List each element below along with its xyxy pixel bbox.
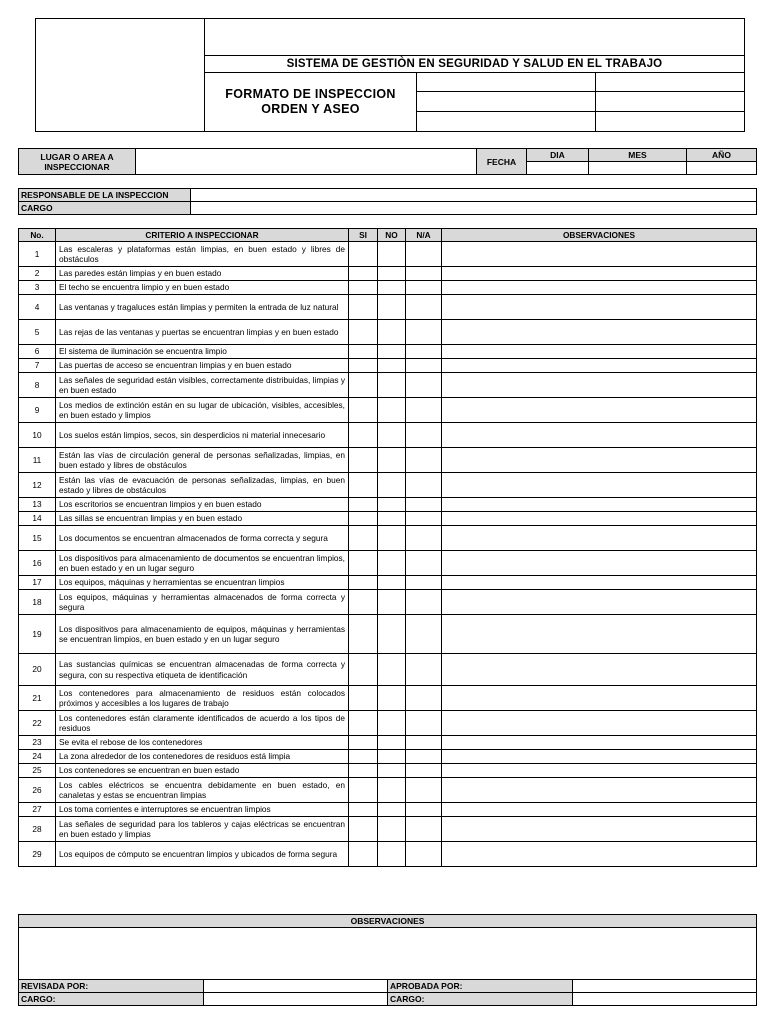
na-checkbox-cell[interactable] xyxy=(406,686,442,711)
row-criterion: Los dispositivos para almacenamiento de equipos, máquinas y herramientas se encuentran limpios, en buen estado y en un lugar seguro xyxy=(56,615,349,654)
row-observation-field[interactable] xyxy=(442,842,757,867)
table-row xyxy=(19,267,757,281)
yes-checkbox-cell[interactable] xyxy=(349,473,378,498)
table-row xyxy=(19,398,757,423)
table-row xyxy=(19,817,757,842)
row-number: 17 xyxy=(19,576,56,590)
yes-checkbox-cell[interactable] xyxy=(349,803,378,817)
row-criterion: Se evita el rebose de los contenedores xyxy=(56,736,349,750)
header-field-3a[interactable] xyxy=(417,112,596,132)
no-checkbox-cell[interactable] xyxy=(378,842,406,867)
yes-checkbox-cell[interactable] xyxy=(349,512,378,526)
row-number: 13 xyxy=(19,498,56,512)
row-number: 11 xyxy=(19,448,56,473)
row-number: 3 xyxy=(19,281,56,295)
year-field[interactable] xyxy=(687,162,757,175)
yes-checkbox-cell[interactable] xyxy=(349,320,378,345)
yes-checkbox-cell[interactable] xyxy=(349,398,378,423)
row-criterion: El techo se encuentra limpio y en buen estado xyxy=(56,281,349,295)
na-checkbox-cell[interactable] xyxy=(406,345,442,359)
no-checkbox-cell[interactable] xyxy=(378,526,406,551)
yes-checkbox-cell[interactable] xyxy=(349,654,378,686)
na-checkbox-cell[interactable] xyxy=(406,526,442,551)
row-criterion: La zona alrededor de los contenedores de residuos está limpia xyxy=(56,750,349,764)
header-field-2b[interactable] xyxy=(596,92,746,112)
row-observation-field[interactable] xyxy=(442,654,757,686)
row-criterion: Las sustancias químicas se encuentran almacenadas de forma correcta y segura, con su respectiva etiqueta de identificación xyxy=(56,654,349,686)
row-observation-field[interactable] xyxy=(442,778,757,803)
logo-placeholder xyxy=(36,19,205,131)
no-checkbox-cell[interactable] xyxy=(378,686,406,711)
column-header-yes: SI xyxy=(349,229,378,242)
row-observation-field[interactable] xyxy=(442,498,757,512)
no-checkbox-cell[interactable] xyxy=(378,498,406,512)
row-criterion: Los toma corrientes e interruptores se encuentran limpios xyxy=(56,803,349,817)
column-header-na: N/A xyxy=(406,229,442,242)
no-checkbox-cell[interactable] xyxy=(378,473,406,498)
row-criterion: Los medios de extinción están en su lugar de ubicación, visibles, accesibles, en buen estado y limpios xyxy=(56,398,349,423)
table-row xyxy=(19,590,757,615)
row-criterion: Los contenedores están claramente identificados de acuerdo a los tipos de residuos xyxy=(56,711,349,736)
place-label-line-2: INSPECCIONAR xyxy=(44,161,110,172)
row-criterion: Los equipos, máquinas y herramientas almacenados de forma correcta y segura xyxy=(56,590,349,615)
table-row xyxy=(19,473,757,498)
row-observation-field[interactable] xyxy=(442,359,757,373)
reviewed-position-field[interactable] xyxy=(203,993,388,1006)
yes-checkbox-cell[interactable] xyxy=(349,551,378,576)
na-checkbox-cell[interactable] xyxy=(406,242,442,267)
row-observation-field[interactable] xyxy=(442,764,757,778)
yes-checkbox-cell[interactable] xyxy=(349,778,378,803)
row-criterion: Los contenedores para almacenamiento de residuos están colocados próximos y accesibles a los lugares de trabajo xyxy=(56,686,349,711)
row-criterion: Las rejas de las ventanas y puertas se encuentran limpias y en buen estado xyxy=(56,320,349,345)
responsible-field[interactable] xyxy=(191,189,757,202)
no-checkbox-cell[interactable] xyxy=(378,320,406,345)
row-observation-field[interactable] xyxy=(442,242,757,267)
row-number: 21 xyxy=(19,686,56,711)
row-criterion: Las escaleras y plataformas están limpias, en buen estado y libres de obstáculos xyxy=(56,242,349,267)
row-number: 10 xyxy=(19,423,56,448)
table-row xyxy=(19,373,757,398)
row-number: 24 xyxy=(19,750,56,764)
na-checkbox-cell[interactable] xyxy=(406,398,442,423)
no-checkbox-cell[interactable] xyxy=(378,398,406,423)
na-checkbox-cell[interactable] xyxy=(406,817,442,842)
yes-checkbox-cell[interactable] xyxy=(349,242,378,267)
yes-checkbox-cell[interactable] xyxy=(349,267,378,281)
table-row xyxy=(19,359,757,373)
reviewed-by-field[interactable] xyxy=(203,980,388,993)
column-header-observations: OBSERVACIONES xyxy=(442,229,757,242)
na-checkbox-cell[interactable] xyxy=(406,803,442,817)
na-checkbox-cell[interactable] xyxy=(406,576,442,590)
place-date-table xyxy=(18,148,757,175)
yes-checkbox-cell[interactable] xyxy=(349,817,378,842)
place-label-cell xyxy=(19,149,136,175)
row-criterion: Las sillas se encuentran limpias y en buen estado xyxy=(56,512,349,526)
row-number: 23 xyxy=(19,736,56,750)
table-row xyxy=(19,498,757,512)
row-observation-field[interactable] xyxy=(442,526,757,551)
header-field-2a[interactable] xyxy=(417,92,596,112)
no-checkbox-cell[interactable] xyxy=(378,764,406,778)
table-row xyxy=(19,615,757,654)
table-row xyxy=(19,551,757,576)
table-row xyxy=(19,654,757,686)
na-checkbox-cell[interactable] xyxy=(406,267,442,281)
no-checkbox-cell[interactable] xyxy=(378,359,406,373)
na-checkbox-cell[interactable] xyxy=(406,551,442,576)
na-checkbox-cell[interactable] xyxy=(406,448,442,473)
approved-by-label: APROBADA POR: xyxy=(388,980,573,993)
yes-checkbox-cell[interactable] xyxy=(349,736,378,750)
table-row xyxy=(19,242,757,267)
row-number: 7 xyxy=(19,359,56,373)
row-number: 14 xyxy=(19,512,56,526)
na-checkbox-cell[interactable] xyxy=(406,764,442,778)
row-observation-field[interactable] xyxy=(442,512,757,526)
system-title: SISTEMA DE GESTIÒN EN SEGURIDAD Y SALUD EN EL TRABAJO xyxy=(286,58,663,70)
header-field-3b[interactable] xyxy=(596,112,746,132)
row-criterion: Los equipos, máquinas y herramientas se encuentran limpios xyxy=(56,576,349,590)
place-label-line-1: LUGAR O AREA A xyxy=(40,151,114,162)
observations-field[interactable] xyxy=(19,928,757,980)
form-title-cell xyxy=(205,73,417,132)
observations-title: OBSERVACIONES xyxy=(19,915,757,928)
yes-checkbox-cell[interactable] xyxy=(349,359,378,373)
yes-checkbox-cell[interactable] xyxy=(349,842,378,867)
table-row xyxy=(19,686,757,711)
row-criterion: Están las vías de evacuación de personas señalizadas, limpias, en buen estado y libres de obstáculos xyxy=(56,473,349,498)
row-observation-field[interactable] xyxy=(442,750,757,764)
row-criterion: Las puertas de acceso se encuentran limpias y en buen estado xyxy=(56,359,349,373)
row-criterion: Los cables eléctricos se encuentra debidamente en buen estado, en canaletas y estas se encuentran limpias xyxy=(56,778,349,803)
row-criterion: Están las vías de circulación general de personas señalizadas, limpias, en buen estado y libres de obstáculos xyxy=(56,448,349,473)
no-checkbox-cell[interactable] xyxy=(378,817,406,842)
month-field[interactable] xyxy=(589,162,687,175)
no-checkbox-cell[interactable] xyxy=(378,590,406,615)
yes-checkbox-cell[interactable] xyxy=(349,526,378,551)
yes-checkbox-cell[interactable] xyxy=(349,295,378,320)
row-number: 26 xyxy=(19,778,56,803)
na-checkbox-cell[interactable] xyxy=(406,736,442,750)
place-field[interactable] xyxy=(136,149,477,175)
position-label: CARGO xyxy=(19,202,191,215)
na-checkbox-cell[interactable] xyxy=(406,590,442,615)
row-criterion: Los contenedores se encuentran en buen estado xyxy=(56,764,349,778)
no-checkbox-cell[interactable] xyxy=(378,736,406,750)
approved-position-field[interactable] xyxy=(572,993,757,1006)
no-checkbox-cell[interactable] xyxy=(378,576,406,590)
no-checkbox-cell[interactable] xyxy=(378,448,406,473)
no-checkbox-cell[interactable] xyxy=(378,711,406,736)
na-checkbox-cell[interactable] xyxy=(406,281,442,295)
row-observation-field[interactable] xyxy=(442,615,757,654)
column-header-number: No. xyxy=(19,229,56,242)
row-criterion: Los dispositivos para almacenamiento de documentos se encuentran limpios, en buen estado y en un lugar seguro xyxy=(56,551,349,576)
na-checkbox-cell[interactable] xyxy=(406,359,442,373)
row-observation-field[interactable] xyxy=(442,281,757,295)
table-row xyxy=(19,736,757,750)
row-number: 29 xyxy=(19,842,56,867)
table-row xyxy=(19,764,757,778)
row-number: 4 xyxy=(19,295,56,320)
row-observation-field[interactable] xyxy=(442,373,757,398)
column-header-criterion: CRITERIO A INSPECCIONAR xyxy=(56,229,349,242)
row-observation-field[interactable] xyxy=(442,345,757,359)
row-observation-field[interactable] xyxy=(442,423,757,448)
reviewed-by-label: REVISADA POR: xyxy=(19,980,204,993)
document-header xyxy=(35,18,745,132)
yes-checkbox-cell[interactable] xyxy=(349,590,378,615)
no-checkbox-cell[interactable] xyxy=(378,267,406,281)
no-checkbox-cell[interactable] xyxy=(378,551,406,576)
table-row xyxy=(19,295,757,320)
no-checkbox-cell[interactable] xyxy=(378,803,406,817)
na-checkbox-cell[interactable] xyxy=(406,711,442,736)
na-checkbox-cell[interactable] xyxy=(406,778,442,803)
yes-checkbox-cell[interactable] xyxy=(349,686,378,711)
table-row xyxy=(19,448,757,473)
no-checkbox-cell[interactable] xyxy=(378,423,406,448)
row-number: 12 xyxy=(19,473,56,498)
row-number: 25 xyxy=(19,764,56,778)
row-observation-field[interactable] xyxy=(442,686,757,711)
yes-checkbox-cell[interactable] xyxy=(349,448,378,473)
date-label: FECHA xyxy=(477,149,527,175)
row-observation-field[interactable] xyxy=(442,576,757,590)
no-checkbox-cell[interactable] xyxy=(378,512,406,526)
header-field-1a[interactable] xyxy=(417,73,596,92)
row-number: 1 xyxy=(19,242,56,267)
table-row xyxy=(19,281,757,295)
row-observation-field[interactable] xyxy=(442,551,757,576)
na-checkbox-cell[interactable] xyxy=(406,320,442,345)
row-observation-field[interactable] xyxy=(442,817,757,842)
yes-checkbox-cell[interactable] xyxy=(349,576,378,590)
row-observation-field[interactable] xyxy=(442,803,757,817)
no-checkbox-cell[interactable] xyxy=(378,778,406,803)
na-checkbox-cell[interactable] xyxy=(406,615,442,654)
row-observation-field[interactable] xyxy=(442,267,757,281)
na-checkbox-cell[interactable] xyxy=(406,373,442,398)
table-row xyxy=(19,320,757,345)
na-checkbox-cell[interactable] xyxy=(406,750,442,764)
row-observation-field[interactable] xyxy=(442,711,757,736)
column-header-no: NO xyxy=(378,229,406,242)
yes-checkbox-cell[interactable] xyxy=(349,615,378,654)
table-row xyxy=(19,842,757,867)
yes-checkbox-cell[interactable] xyxy=(349,373,378,398)
yes-checkbox-cell[interactable] xyxy=(349,750,378,764)
no-checkbox-cell[interactable] xyxy=(378,345,406,359)
table-row xyxy=(19,576,757,590)
na-checkbox-cell[interactable] xyxy=(406,473,442,498)
month-label: MES xyxy=(589,149,687,162)
no-checkbox-cell[interactable] xyxy=(378,654,406,686)
observations-table xyxy=(18,914,757,1006)
table-row xyxy=(19,526,757,551)
na-checkbox-cell[interactable] xyxy=(406,512,442,526)
yes-checkbox-cell[interactable] xyxy=(349,711,378,736)
row-number: 15 xyxy=(19,526,56,551)
row-number: 16 xyxy=(19,551,56,576)
row-criterion: Los documentos se encuentran almacenados de forma correcta y segura xyxy=(56,526,349,551)
responsible-table xyxy=(18,188,757,215)
row-observation-field[interactable] xyxy=(442,295,757,320)
na-checkbox-cell[interactable] xyxy=(406,295,442,320)
inspection-checklist xyxy=(18,228,757,867)
table-row xyxy=(19,423,757,448)
table-row xyxy=(19,750,757,764)
na-checkbox-cell[interactable] xyxy=(406,423,442,448)
form-title-line-1: FORMATO DE INSPECCION xyxy=(225,87,396,102)
yes-checkbox-cell[interactable] xyxy=(349,281,378,295)
row-number: 28 xyxy=(19,817,56,842)
row-observation-field[interactable] xyxy=(442,448,757,473)
position-field[interactable] xyxy=(191,202,757,215)
row-number: 5 xyxy=(19,320,56,345)
yes-checkbox-cell[interactable] xyxy=(349,345,378,359)
yes-checkbox-cell[interactable] xyxy=(349,423,378,448)
year-label: AÑO xyxy=(687,149,757,162)
table-row xyxy=(19,778,757,803)
row-number: 9 xyxy=(19,398,56,423)
row-observation-field[interactable] xyxy=(442,320,757,345)
table-row xyxy=(19,711,757,736)
row-number: 27 xyxy=(19,803,56,817)
row-criterion: Los suelos están limpios, secos, sin desperdicios ni material innecesario xyxy=(56,423,349,448)
row-criterion: Las señales de seguridad están visibles, correctamente distribuidas, limpias y en buen estado xyxy=(56,373,349,398)
no-checkbox-cell[interactable] xyxy=(378,373,406,398)
row-criterion: Las ventanas y tragaluces están limpias y permiten la entrada de luz natural xyxy=(56,295,349,320)
row-observation-field[interactable] xyxy=(442,473,757,498)
approved-by-field[interactable] xyxy=(572,980,757,993)
row-number: 6 xyxy=(19,345,56,359)
no-checkbox-cell[interactable] xyxy=(378,242,406,267)
na-checkbox-cell[interactable] xyxy=(406,498,442,512)
form-title-line-2: ORDEN Y ASEO xyxy=(261,102,360,117)
day-field[interactable] xyxy=(527,162,589,175)
yes-checkbox-cell[interactable] xyxy=(349,764,378,778)
row-observation-field[interactable] xyxy=(442,590,757,615)
responsible-label: RESPONSABLE DE LA INSPECCION xyxy=(19,189,191,202)
approved-position-label: CARGO: xyxy=(388,993,573,1006)
checklist-body xyxy=(19,242,757,867)
row-criterion: Las señales de seguridad para los tableros y cajas eléctricas se encuentran en buen estado y limpias xyxy=(56,817,349,842)
header-field-1b[interactable] xyxy=(596,73,746,92)
form-title-grid xyxy=(205,72,745,132)
table-row xyxy=(19,803,757,817)
na-checkbox-cell[interactable] xyxy=(406,842,442,867)
row-number: 18 xyxy=(19,590,56,615)
no-checkbox-cell[interactable] xyxy=(378,750,406,764)
row-criterion: Las paredes están limpias y en buen estado xyxy=(56,267,349,281)
row-number: 2 xyxy=(19,267,56,281)
day-label: DIA xyxy=(527,149,589,162)
reviewed-position-label: CARGO: xyxy=(19,993,204,1006)
row-criterion: Los escritorios se encuentran limpios y en buen estado xyxy=(56,498,349,512)
row-number: 19 xyxy=(19,615,56,654)
row-criterion: El sistema de iluminación se encuentra limpio xyxy=(56,345,349,359)
row-number: 8 xyxy=(19,373,56,398)
no-checkbox-cell[interactable] xyxy=(378,281,406,295)
table-row xyxy=(19,512,757,526)
row-observation-field[interactable] xyxy=(442,736,757,750)
no-checkbox-cell[interactable] xyxy=(378,295,406,320)
row-criterion: Los equipos de cómputo se encuentran limpios y ubicados de forma segura xyxy=(56,842,349,867)
row-number: 20 xyxy=(19,654,56,686)
no-checkbox-cell[interactable] xyxy=(378,615,406,654)
na-checkbox-cell[interactable] xyxy=(406,654,442,686)
row-number: 22 xyxy=(19,711,56,736)
row-observation-field[interactable] xyxy=(442,398,757,423)
table-row xyxy=(19,345,757,359)
yes-checkbox-cell[interactable] xyxy=(349,498,378,512)
